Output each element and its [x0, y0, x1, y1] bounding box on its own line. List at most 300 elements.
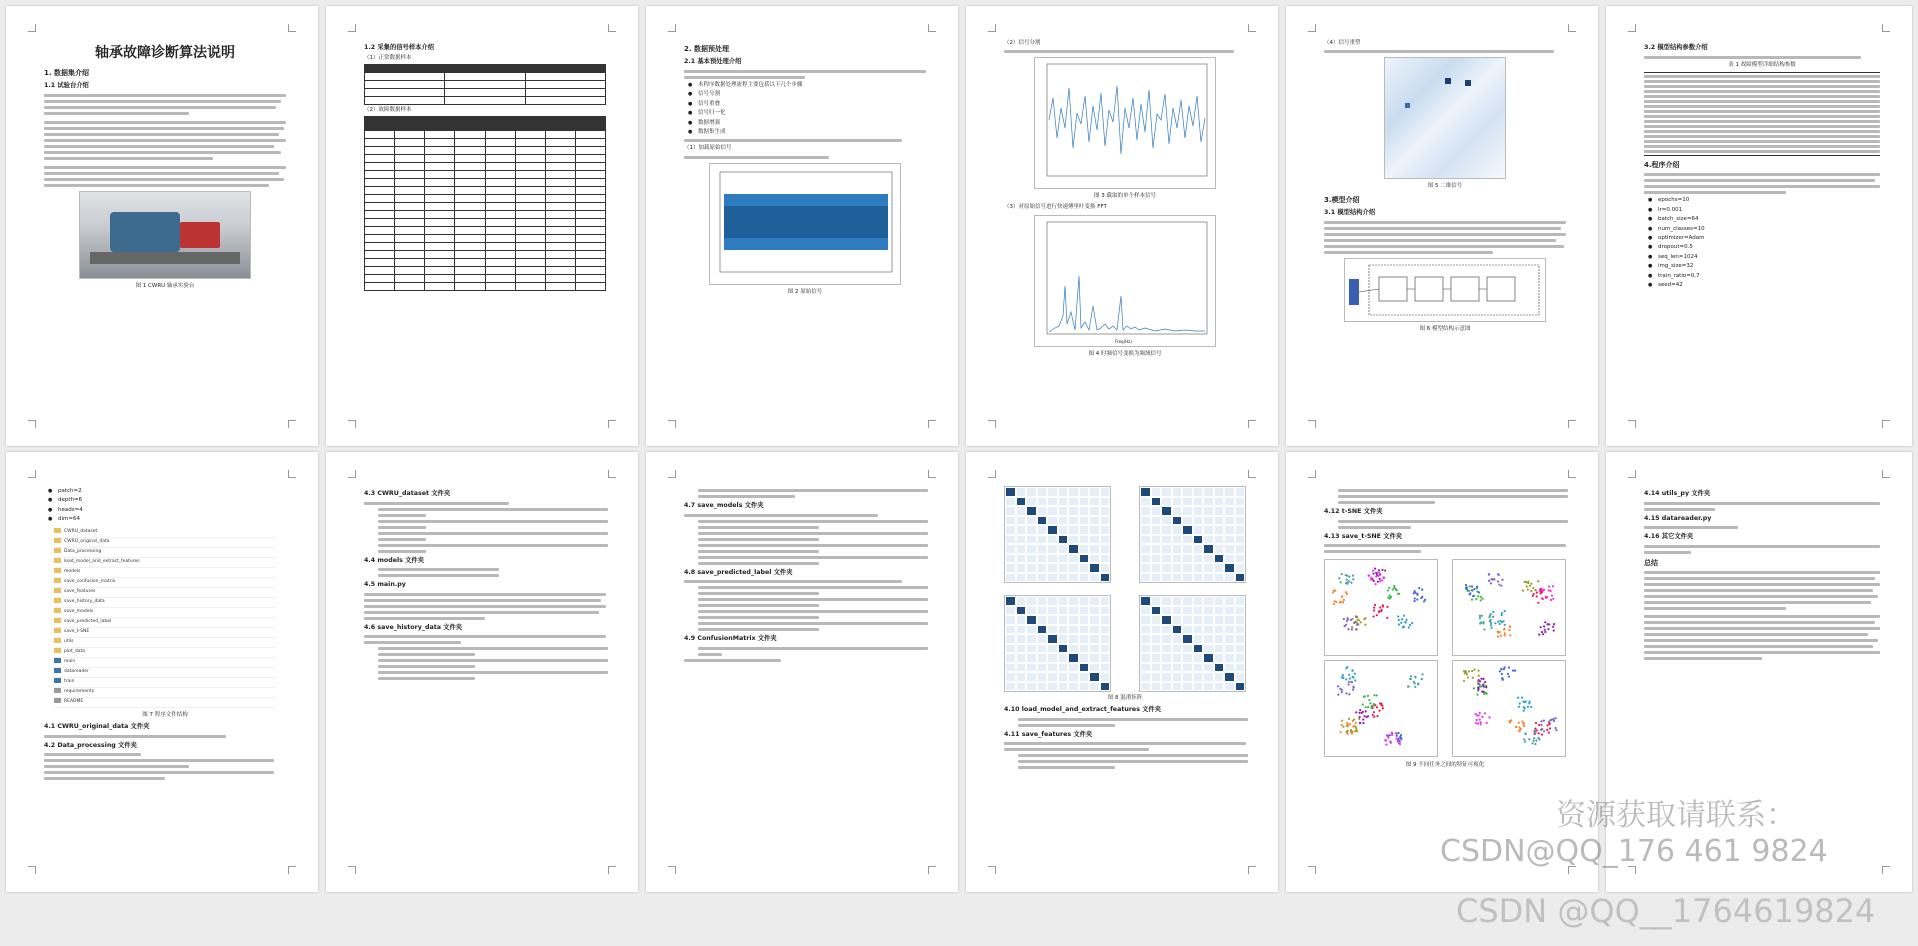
- matrix-cell: [1203, 506, 1214, 516]
- scatter-point: [1541, 733, 1543, 735]
- matrix-cell: [1172, 525, 1183, 535]
- matrix-cell: [1037, 487, 1048, 497]
- scatter-point: [1356, 628, 1358, 630]
- matrix-cell: [1182, 606, 1193, 616]
- scatter-point: [1341, 573, 1343, 575]
- figure-8-caption: 图 8 混淆矩阵: [1107, 695, 1143, 701]
- scatter-point: [1387, 589, 1389, 591]
- matrix-cell: [1079, 615, 1090, 625]
- matrix-cell: [1058, 625, 1069, 635]
- scatter-point: [1411, 622, 1413, 624]
- scatter-point: [1512, 669, 1514, 671]
- matrix-cell: [1214, 573, 1225, 583]
- matrix-cell: [1016, 672, 1027, 682]
- scatter-point: [1333, 589, 1335, 591]
- scatter-point: [1346, 575, 1348, 577]
- scatter-point: [1527, 588, 1529, 590]
- matrix-cell: [1182, 554, 1193, 564]
- scatter-point: [1465, 671, 1467, 673]
- scatter-point: [1500, 635, 1502, 637]
- matrix-cell: [1193, 634, 1204, 644]
- scatter-point: [1541, 631, 1543, 633]
- file-item: save_models: [54, 608, 276, 618]
- file-item: save_history_data: [54, 598, 276, 608]
- scatter-point: [1387, 737, 1389, 739]
- scatter-point: [1554, 717, 1556, 719]
- scatter-point: [1492, 611, 1494, 613]
- matrix-cell: [1089, 497, 1100, 507]
- scatter-point: [1386, 734, 1388, 736]
- scatter-point: [1364, 617, 1366, 619]
- matrix-cell: [1161, 554, 1172, 564]
- matrix-cell: [1079, 506, 1090, 516]
- matrix-cell: [1005, 625, 1016, 635]
- matrix-cell: [1203, 644, 1214, 654]
- matrix-cell: [1203, 525, 1214, 535]
- scatter-point: [1337, 694, 1339, 696]
- scatter-point: [1520, 728, 1522, 730]
- matrix-cell: [1005, 653, 1016, 663]
- matrix-cell: [1058, 606, 1069, 616]
- matrix-cell: [1214, 563, 1225, 573]
- scatter-point: [1543, 730, 1545, 732]
- matrix-cell: [1224, 606, 1235, 616]
- scatter-point: [1377, 581, 1379, 583]
- scatter-point: [1346, 620, 1348, 622]
- matrix-cell: [1193, 672, 1204, 682]
- scatter-point: [1398, 739, 1400, 741]
- param-item: ● seq_len=1024: [1658, 254, 1880, 261]
- scatter-point: [1532, 740, 1534, 742]
- scatter-point: [1358, 712, 1360, 714]
- matrix-cell: [1235, 625, 1246, 635]
- matrix-cell: [1161, 506, 1172, 516]
- scatter-point: [1374, 604, 1376, 606]
- matrix-cell: [1214, 682, 1225, 692]
- matrix-cell: [1182, 644, 1193, 654]
- matrix-cell: [1224, 535, 1235, 545]
- matrix-cell: [1005, 663, 1016, 673]
- scatter-point: [1381, 705, 1383, 707]
- matrix-cell: [1151, 573, 1162, 583]
- matrix-cell: [1100, 606, 1111, 616]
- scatter-point: [1473, 669, 1475, 671]
- matrix-cell: [1235, 525, 1246, 535]
- scatter-point: [1499, 670, 1501, 672]
- scatter-point: [1555, 727, 1557, 729]
- matrix-cell: [1203, 544, 1214, 554]
- matrix-cell: [1214, 544, 1225, 554]
- matrix-cell: [1068, 596, 1079, 606]
- scatter-point: [1388, 587, 1390, 589]
- matrix-cell: [1005, 535, 1016, 545]
- scatter-point: [1469, 585, 1471, 587]
- scatter-point: [1363, 696, 1365, 698]
- page-5: [1286, 6, 1598, 446]
- scatter-point: [1540, 724, 1542, 726]
- matrix-cell: [1214, 506, 1225, 516]
- scatter-point: [1488, 716, 1490, 718]
- scatter-point: [1501, 579, 1503, 581]
- heading-models: 4.4 models 文件夹: [364, 556, 425, 564]
- matrix-cell: [1140, 497, 1151, 507]
- tsne-plot-3: [1324, 660, 1438, 757]
- matrix-cell: [1089, 634, 1100, 644]
- matrix-cell: [1182, 634, 1193, 644]
- matrix-cell: [1089, 535, 1100, 545]
- matrix-cell: [1140, 554, 1151, 564]
- matrix-cell: [1037, 497, 1048, 507]
- page-4: [966, 6, 1278, 446]
- scatter-point: [1483, 685, 1485, 687]
- folder-icon: [54, 548, 61, 553]
- matrix-cell: [1203, 563, 1214, 573]
- matrix-cell: [1214, 516, 1225, 526]
- scatter-point: [1389, 734, 1391, 736]
- scatter-point: [1351, 628, 1353, 630]
- scatter-point: [1491, 627, 1493, 629]
- matrix-cell: [1182, 596, 1193, 606]
- scatter-point: [1351, 669, 1353, 671]
- scatter-point: [1372, 573, 1374, 575]
- matrix-cell: [1068, 663, 1079, 673]
- matrix-cell: [1089, 644, 1100, 654]
- scatter-point: [1471, 585, 1473, 587]
- matrix-cell: [1203, 682, 1214, 692]
- matrix-cell: [1100, 516, 1111, 526]
- matrix-cell: [1140, 634, 1151, 644]
- matrix-cell: [1182, 663, 1193, 673]
- matrix-cell: [1193, 525, 1204, 535]
- scatter-point: [1534, 729, 1536, 731]
- scatter-point: [1552, 626, 1554, 628]
- matrix-cell: [1058, 663, 1069, 673]
- matrix-cell: [1037, 535, 1048, 545]
- matrix-cell: [1068, 606, 1079, 616]
- scatter-point: [1408, 626, 1410, 628]
- param-item: ● img_size=32: [1658, 263, 1880, 270]
- matrix-cell: [1203, 634, 1214, 644]
- scatter-point: [1362, 711, 1364, 713]
- folder-icon: [54, 648, 61, 653]
- matrix-cell: [1016, 606, 1027, 616]
- scatter-point: [1548, 731, 1550, 733]
- scatter-point: [1382, 707, 1384, 709]
- matrix-cell: [1203, 573, 1214, 583]
- scatter-point: [1553, 629, 1555, 631]
- scatter-point: [1524, 733, 1526, 735]
- scatter-point: [1365, 716, 1367, 718]
- scatter-point: [1532, 587, 1534, 589]
- folder-icon: [54, 578, 61, 583]
- scatter-point: [1382, 576, 1384, 578]
- matrix-cell: [1140, 644, 1151, 654]
- matrix-cell: [1224, 487, 1235, 497]
- scatter-point: [1376, 614, 1378, 616]
- matrix-cell: [1182, 563, 1193, 573]
- matrix-cell: [1182, 544, 1193, 554]
- matrix-cell: [1151, 535, 1162, 545]
- scatter-point: [1549, 727, 1551, 729]
- matrix-cell: [1037, 634, 1048, 644]
- folder-icon: [54, 628, 61, 633]
- page-3: [646, 6, 958, 446]
- matrix-cell: [1026, 497, 1037, 507]
- scatter-point: [1397, 615, 1399, 617]
- param-item: ● patch=2: [58, 488, 286, 495]
- matrix-cell: [1016, 653, 1027, 663]
- scatter-point: [1350, 731, 1352, 733]
- scatter-point: [1350, 581, 1352, 583]
- scatter-point: [1488, 616, 1490, 618]
- matrix-cell: [1214, 644, 1225, 654]
- scatter-point: [1390, 742, 1392, 744]
- single-sample-plot: [1034, 57, 1216, 189]
- scatter-point: [1355, 615, 1357, 617]
- scatter-point: [1533, 593, 1535, 595]
- scatter-point: [1500, 668, 1502, 670]
- param-item: ● dim=64: [58, 516, 286, 523]
- scatter-point: [1372, 615, 1374, 617]
- scatter-point: [1547, 628, 1549, 630]
- scatter-point: [1534, 732, 1536, 734]
- matrix-cell: [1005, 563, 1016, 573]
- scatter-point: [1479, 721, 1481, 723]
- heading-model-params: 3.2 模型结构参数介绍: [1644, 44, 1708, 51]
- scatter-point: [1519, 702, 1521, 704]
- matrix-cell: [1161, 606, 1172, 616]
- heading-summary: 总结: [1644, 558, 1658, 567]
- file-item: save_features: [54, 588, 276, 598]
- tsne-plot-1: [1324, 559, 1438, 656]
- scatter-point: [1538, 634, 1540, 636]
- scatter-point: [1355, 722, 1357, 724]
- scatter-point: [1472, 677, 1474, 679]
- scatter-point: [1492, 616, 1494, 618]
- matrix-cell: [1235, 573, 1246, 583]
- raw-signal-plot: [709, 163, 901, 285]
- scatter-point: [1521, 720, 1523, 722]
- scatter-point: [1538, 724, 1540, 726]
- scatter-point: [1473, 687, 1475, 689]
- matrix-cell: [1100, 563, 1111, 573]
- scatter-point: [1499, 623, 1501, 625]
- scatter-point: [1479, 718, 1481, 720]
- scatter-point: [1490, 619, 1492, 621]
- scatter-point: [1477, 722, 1479, 724]
- matrix-cell: [1047, 672, 1058, 682]
- matrix-cell: [1235, 596, 1246, 606]
- scatter-point: [1380, 610, 1382, 612]
- matrix-cell: [1016, 644, 1027, 654]
- scatter-point: [1362, 722, 1364, 724]
- matrix-cell: [1172, 535, 1183, 545]
- matrix-cell: [1140, 525, 1151, 535]
- heading-extract-features: 4.10 load_model_and_extract_features 文件夹: [1004, 706, 1162, 714]
- file-item: main: [54, 658, 276, 668]
- scatter-point: [1507, 673, 1509, 675]
- matrix-cell: [1214, 596, 1225, 606]
- scatter-point: [1549, 590, 1551, 592]
- scatter-point: [1503, 666, 1505, 668]
- matrix-cell: [1016, 554, 1027, 564]
- scatter-point: [1538, 732, 1540, 734]
- heading-save-tsne: 4.13 save_t-SNE 文件夹: [1324, 532, 1403, 540]
- scatter-point: [1348, 576, 1350, 578]
- matrix-cell: [1140, 672, 1151, 682]
- matrix-cell: [1005, 606, 1016, 616]
- matrix-cell: [1068, 497, 1079, 507]
- matrix-cell: [1172, 497, 1183, 507]
- scatter-point: [1398, 742, 1400, 744]
- scatter-point: [1490, 613, 1492, 615]
- scatter-point: [1421, 678, 1423, 680]
- scatter-point: [1478, 675, 1480, 677]
- matrix-cell: [1193, 606, 1204, 616]
- scatter-point: [1537, 580, 1539, 582]
- scatter-point: [1482, 598, 1484, 600]
- scatter-point: [1501, 673, 1503, 675]
- scatter-point: [1527, 582, 1529, 584]
- scatter-point: [1528, 738, 1530, 740]
- scatter-point: [1528, 702, 1530, 704]
- param-item: ● lr=0.001: [1658, 207, 1880, 214]
- scatter-point: [1523, 725, 1525, 727]
- matrix-cell: [1203, 606, 1214, 616]
- scatter-point: [1514, 670, 1516, 672]
- scatter-point: [1375, 575, 1377, 577]
- scatter-point: [1341, 720, 1343, 722]
- matrix-cell: [1140, 663, 1151, 673]
- matrix-cell: [1079, 634, 1090, 644]
- matrix-cell: [1235, 663, 1246, 673]
- scatter-point: [1523, 738, 1525, 740]
- matrix-cell: [1100, 596, 1111, 606]
- scatter-point: [1409, 678, 1411, 680]
- scatter-point: [1535, 722, 1537, 724]
- matrix-cell: [1016, 682, 1027, 692]
- matrix-cell: [1037, 563, 1048, 573]
- scatter-point: [1484, 681, 1486, 683]
- scatter-point: [1465, 588, 1467, 590]
- figure-9-caption: 图 9 不同任务之间的特征可视化: [1405, 762, 1485, 768]
- scatter-point: [1475, 598, 1477, 600]
- matrix-cell: [1151, 672, 1162, 682]
- scatter-point: [1539, 590, 1541, 592]
- matrix-cell: [1182, 487, 1193, 497]
- folder-icon: [54, 528, 61, 533]
- scatter-point: [1497, 580, 1499, 582]
- scatter-point: [1535, 589, 1537, 591]
- matrix-cell: [1058, 573, 1069, 583]
- scatter-point: [1416, 593, 1418, 595]
- matrix-cell: [1047, 516, 1058, 526]
- scatter-point: [1548, 589, 1550, 591]
- heading-basic-preprocessing: 2.1 基本预处理介绍: [684, 58, 742, 66]
- scatter-point: [1479, 712, 1481, 714]
- scatter-point: [1527, 706, 1529, 708]
- param-item: ● depth=6: [58, 497, 286, 504]
- scatter-point: [1338, 577, 1340, 579]
- scatter-point: [1379, 578, 1381, 580]
- list-item: ● 信号分割: [698, 91, 926, 98]
- scatter-point: [1478, 714, 1480, 716]
- scatter-point: [1365, 710, 1367, 712]
- matrix-cell: [1037, 653, 1048, 663]
- file-item: utils: [54, 638, 276, 648]
- matrix-cell: [1079, 653, 1090, 663]
- matrix-cell: [1089, 672, 1100, 682]
- matrix-cell: [1047, 634, 1058, 644]
- matrix-cell: [1068, 506, 1079, 516]
- heading-confusion-matrix: 4.9 ConfusionMatrix 文件夹: [684, 635, 777, 642]
- load-raw-signal-label: （1）加载原始信号: [684, 145, 732, 152]
- matrix-cell: [1214, 497, 1225, 507]
- matrix-cell: [1047, 535, 1058, 545]
- matrix-cell: [1089, 544, 1100, 554]
- matrix-cell: [1193, 615, 1204, 625]
- matrix-cell: [1193, 563, 1204, 573]
- scatter-point: [1493, 578, 1495, 580]
- matrix-cell: [1193, 625, 1204, 635]
- page-11: [1286, 452, 1598, 892]
- scatter-point: [1359, 722, 1361, 724]
- scatter-point: [1481, 716, 1483, 718]
- model-architecture-diagram: [1344, 258, 1546, 322]
- matrix-cell: [1026, 606, 1037, 616]
- matrix-cell: [1026, 653, 1037, 663]
- matrix-cell: [1182, 625, 1193, 635]
- scatter-point: [1373, 703, 1375, 705]
- scatter-point: [1353, 686, 1355, 688]
- matrix-cell: [1224, 596, 1235, 606]
- matrix-cell: [1100, 544, 1111, 554]
- text-file-icon: [54, 698, 61, 703]
- matrix-cell: [1151, 625, 1162, 635]
- figure-1-caption: 图 1 CWRU 轴承实验台: [135, 282, 195, 289]
- matrix-cell: [1100, 672, 1111, 682]
- scatter-point: [1351, 626, 1353, 628]
- list-item: ● 数据增强: [698, 120, 926, 127]
- matrix-cell: [1151, 634, 1162, 644]
- scatter-point: [1544, 621, 1546, 623]
- matrix-cell: [1224, 634, 1235, 644]
- scatter-point: [1359, 716, 1361, 718]
- scatter-point: [1403, 626, 1405, 628]
- matrix-cell: [1214, 625, 1225, 635]
- scatter-point: [1501, 612, 1503, 614]
- file-item: datareader: [54, 668, 276, 678]
- scatter-point: [1343, 599, 1345, 601]
- matrix-cell: [1193, 653, 1204, 663]
- matrix-cell: [1016, 573, 1027, 583]
- matrix-cell: [1005, 596, 1016, 606]
- matrix-cell: [1235, 672, 1246, 682]
- matrix-cell: [1016, 596, 1027, 606]
- scatter-point: [1376, 706, 1378, 708]
- matrix-cell: [1068, 487, 1079, 497]
- matrix-cell: [1161, 535, 1172, 545]
- matrix-cell: [1161, 573, 1172, 583]
- scatter-point: [1341, 689, 1343, 691]
- scatter-point: [1475, 722, 1477, 724]
- scatter-point: [1401, 618, 1403, 620]
- scatter-point: [1370, 578, 1372, 580]
- scatter-point: [1370, 707, 1372, 709]
- scatter-point: [1396, 589, 1398, 591]
- file-item: Data_processing: [54, 548, 276, 558]
- scatter-point: [1378, 569, 1380, 571]
